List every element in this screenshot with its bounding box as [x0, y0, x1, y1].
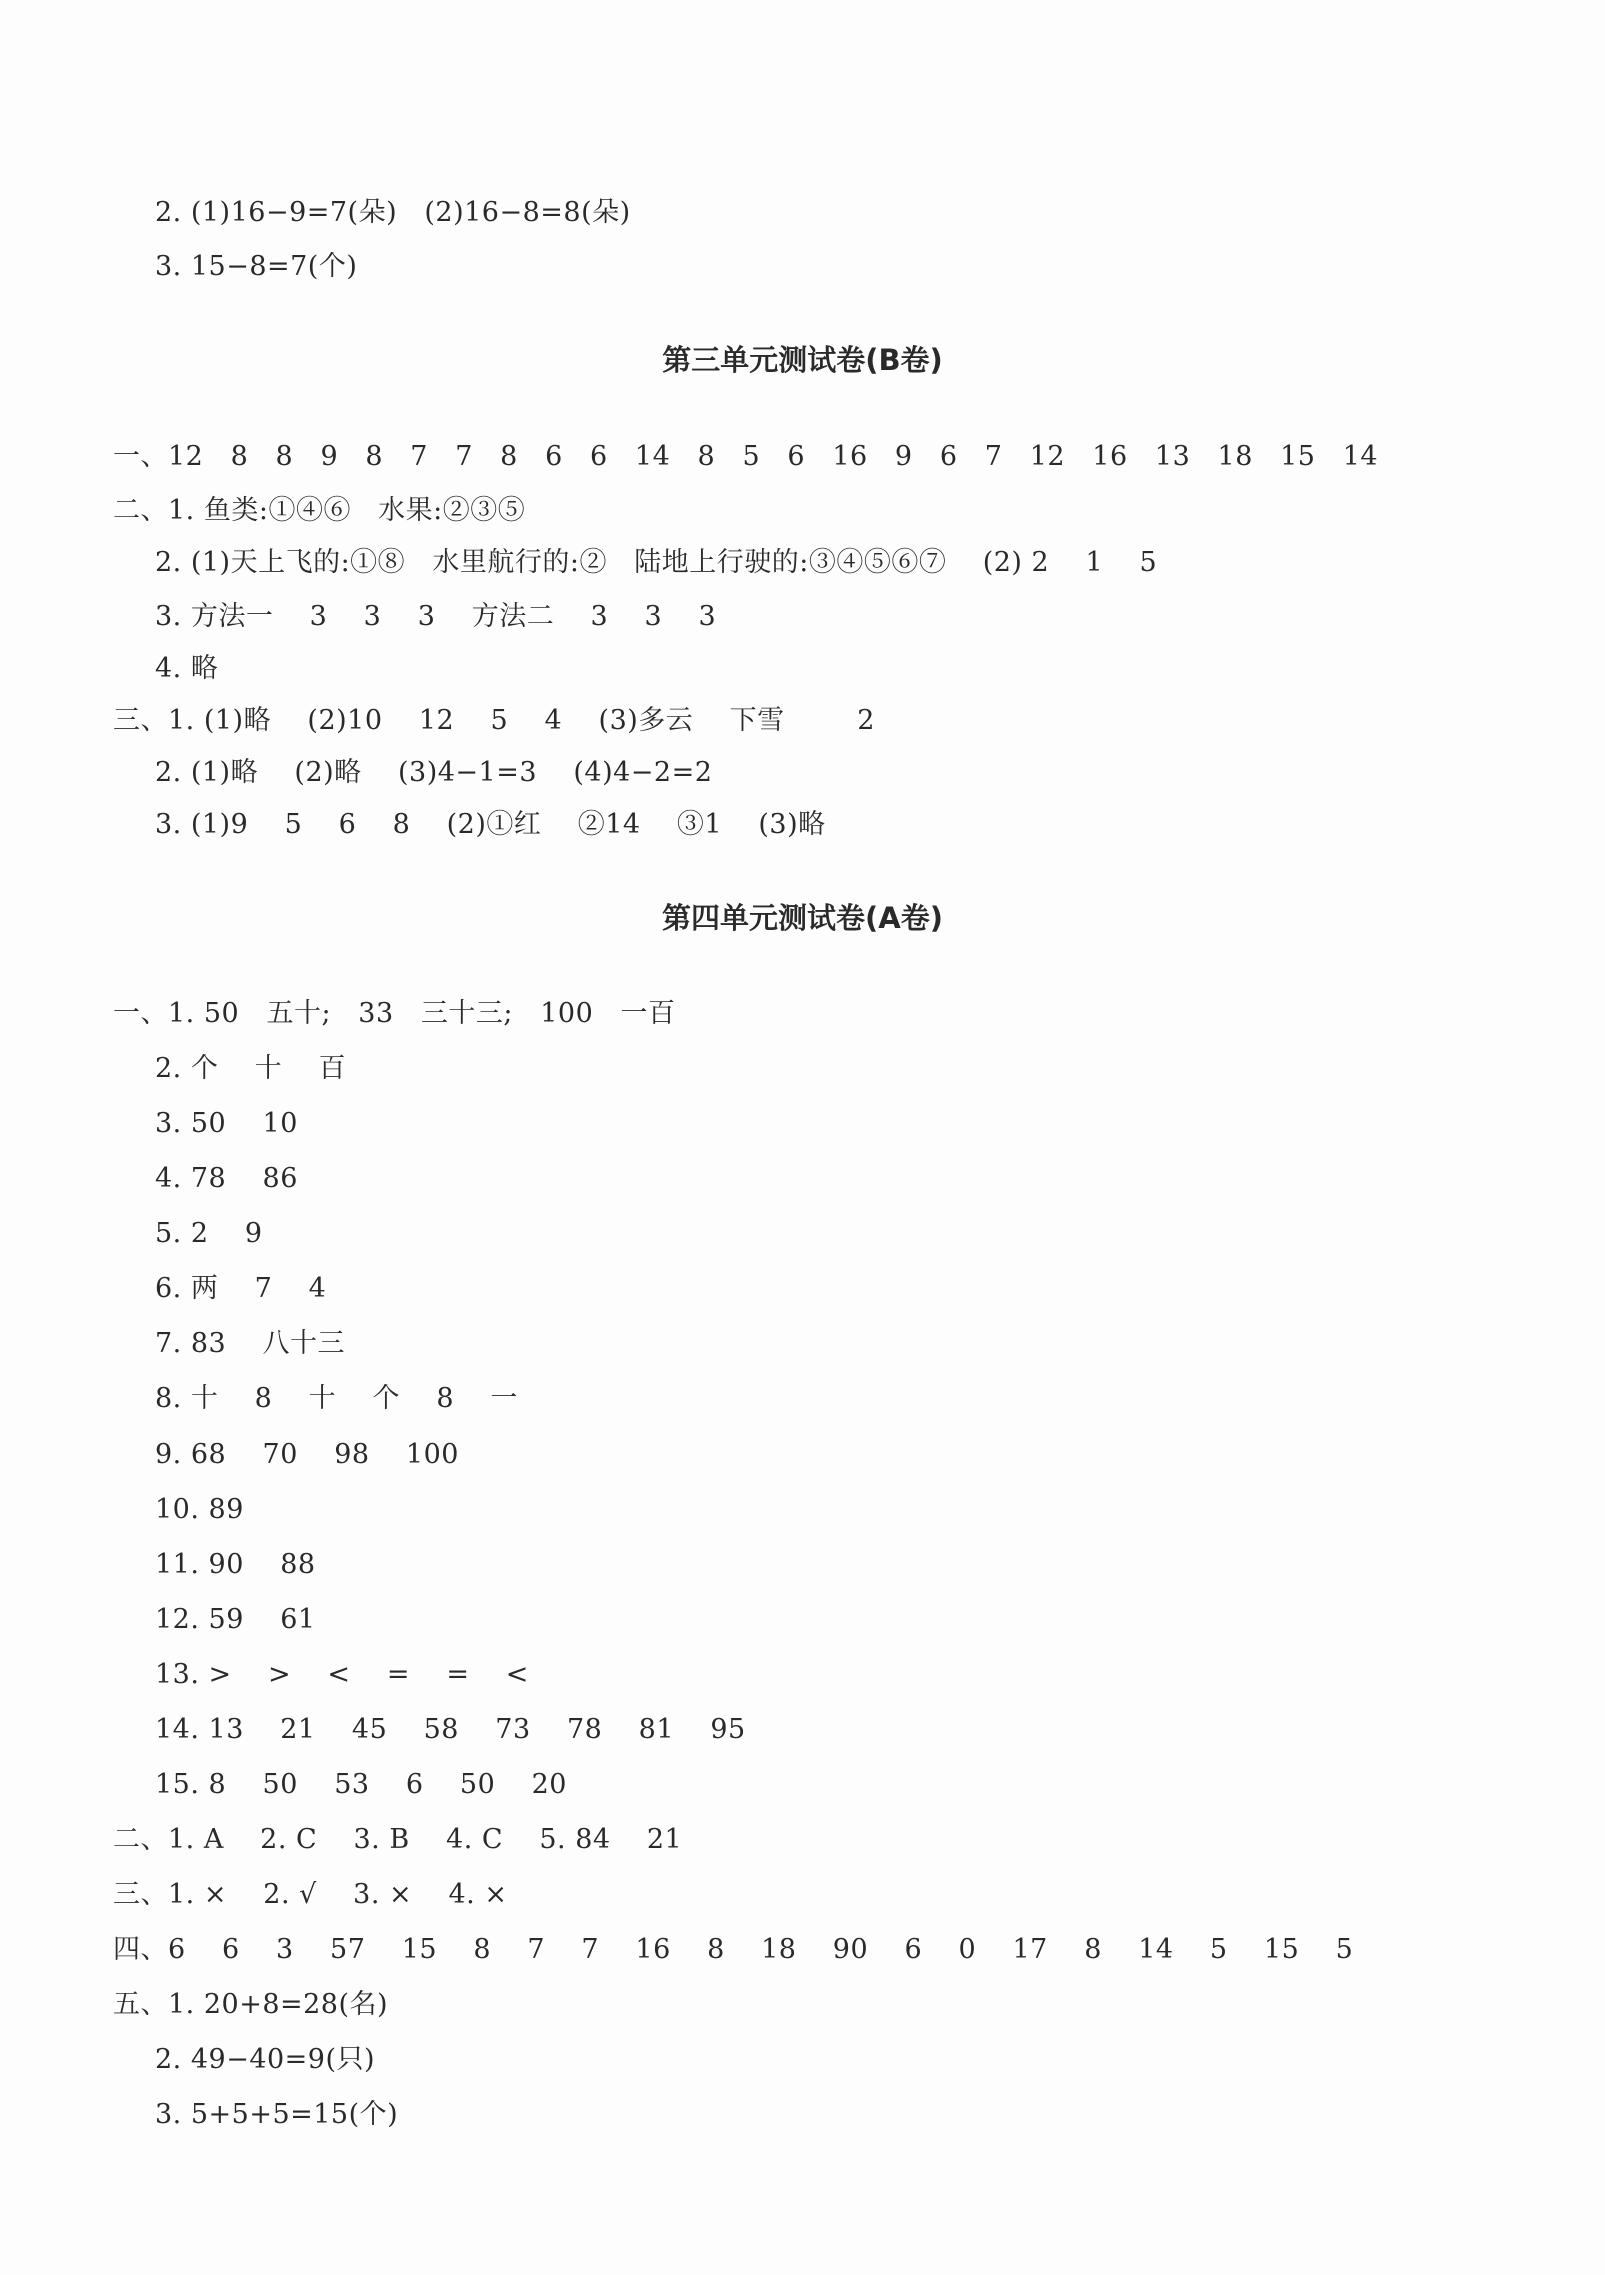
- unit3-b-title: 第三单元测试卷(B卷): [662, 343, 943, 377]
- unit4-a-part1-q14: 14. 13 21 45 58 73 78 81 95: [155, 1714, 746, 1745]
- unit4-a-part1-q2: 2. 个 十 百: [155, 1053, 347, 1084]
- unit4-a-title: 第四单元测试卷(A卷): [662, 901, 943, 935]
- unit4-a-part1-q1: 一、1. 50 五十; 33 三十三; 100 一百: [113, 998, 676, 1029]
- prev-answer-3: 3. 15−8=7(个): [155, 251, 358, 282]
- unit4-a-part1-q6: 6. 两 7 4: [155, 1273, 327, 1304]
- unit4-a-part3: 三、1. × 2. √ 3. × 4. ×: [113, 1879, 508, 1910]
- unit4-a-part1-q7: 7. 83 八十三: [155, 1328, 346, 1359]
- unit4-a-part1-q3: 3. 50 10: [155, 1108, 298, 1139]
- unit4-a-part1-q8: 8. 十 8 十 个 8 一: [155, 1383, 518, 1414]
- unit3-b-part3-q2: 2. (1)略 (2)略 (3)4−1=3 (4)4−2=2: [155, 757, 713, 788]
- unit3-b-part3-q3: 3. (1)9 5 6 8 (2)①红 ②14 ③1 (3)略: [155, 809, 826, 840]
- unit3-b-part2-q4: 4. 略: [155, 653, 219, 684]
- unit4-a-part1-q12: 12. 59 61: [155, 1604, 316, 1635]
- unit4-a-part1-q4: 4. 78 86: [155, 1163, 298, 1194]
- unit3-b-part1: 一、12 8 8 9 8 7 7 8 6 6 14 8 5 6 16 9 6 7 12 16 13 18 15 14: [113, 441, 1379, 472]
- unit3-b-part2-q3: 3. 方法一 3 3 3 方法二 3 3 3: [155, 601, 717, 632]
- unit4-a-part5-q1: 五、1. 20+8=28(名): [113, 1989, 389, 2020]
- unit3-b-part2-q2: 2. (1)天上飞的:①⑧ 水里航行的:② 陆地上行驶的:③④⑤⑥⑦ (2) 2 1 5: [155, 547, 1158, 578]
- unit4-a-part1-q9: 9. 68 70 98 100: [155, 1439, 459, 1470]
- unit4-a-part1-q5: 5. 2 9: [155, 1218, 263, 1249]
- unit4-a-part1-q11: 11. 90 88: [155, 1549, 316, 1580]
- unit4-a-part5-q2: 2. 49−40=9(只): [155, 2044, 376, 2075]
- unit4-a-part1-q13: 13. > > < = = <: [155, 1659, 529, 1690]
- unit4-a-part1-q10: 10. 89: [155, 1494, 244, 1525]
- unit3-b-part3-q1: 三、1. (1)略 (2)10 12 5 4 (3)多云 下雪 2: [113, 705, 875, 736]
- prev-answer-2: 2. (1)16−9=7(朵) (2)16−8=8(朵): [155, 197, 631, 228]
- unit4-a-part1-q15: 15. 8 50 53 6 50 20: [155, 1769, 567, 1800]
- unit4-a-part5-q3: 3. 5+5+5=15(个): [155, 2099, 399, 2130]
- unit4-a-part2: 二、1. A 2. C 3. B 4. C 5. 84 21: [113, 1824, 683, 1855]
- unit3-b-part2-q1: 二、1. 鱼类:①④⑥ 水果:②③⑤: [113, 495, 526, 526]
- unit4-a-part4: 四、6 6 3 57 15 8 7 7 16 8 18 90 6 0 17 8 14 5 15 5: [113, 1934, 1354, 1965]
